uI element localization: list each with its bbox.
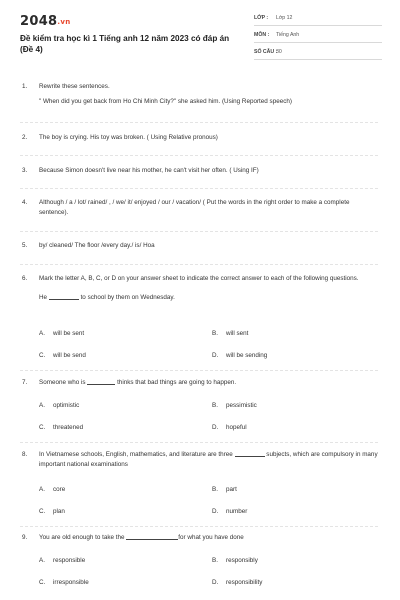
option-6b[interactable]: B. will sent	[212, 330, 249, 337]
option-9b[interactable]: B. responsibly	[212, 557, 258, 564]
answer-blank	[126, 533, 178, 540]
page-header	[20, 12, 382, 70]
option-7c[interactable]: C. threatened	[39, 424, 84, 431]
option-8b[interactable]: B. part	[212, 486, 237, 493]
divider	[20, 188, 378, 189]
page-title: Đề kiểm tra học kì 1 Tiếng anh 12 năm 2023 có đáp án (Đề 4)	[20, 34, 230, 54]
option-7a[interactable]: A. optimistic	[39, 402, 80, 409]
answer-blank	[235, 450, 265, 457]
divider	[20, 442, 378, 443]
answer-blank	[49, 293, 79, 300]
divider	[20, 122, 378, 123]
meta-question-count: SỐ CÂU : 30	[254, 46, 382, 60]
question-2: 2. The boy is crying. His toy was broken. ( Using Relative pronous)	[22, 134, 218, 141]
question-3: 3. Because Simon doesn't live near his mother, he can't visit her often. ( Using IF)	[22, 167, 259, 174]
divider	[20, 526, 378, 527]
question-1: 1. Rewrite these sentences. " When did you get back from Ho Chi Minh City?" she asked him. (Using Reported speech)	[22, 83, 292, 105]
option-6a[interactable]: A. will be sent	[39, 330, 85, 337]
divider	[20, 264, 378, 265]
question-8: 8. In Vietnamese schools, English, mathematics, and literature are three subjects, which are compulsory in many important national examinations	[22, 451, 378, 468]
divider	[20, 370, 378, 371]
question-9: 9. You are old enough to take the for what you have done	[22, 534, 244, 541]
answer-blank	[87, 378, 115, 385]
option-9a[interactable]: A. responsible	[39, 557, 86, 564]
divider	[20, 155, 378, 156]
question-6-stem: He to school by them on Wednesday.	[39, 294, 175, 301]
option-9c[interactable]: C. irresponsible	[39, 579, 89, 586]
option-6c[interactable]: C. will be send	[39, 352, 86, 359]
exam-meta	[254, 12, 382, 63]
question-7: 7. Someone who is thinks that bad things are going to happen.	[22, 379, 237, 386]
meta-subject: MÔN : Tiếng Anh	[254, 29, 382, 43]
question-6: 6. Mark the letter A, B, C, or D on your answer sheet to indicate the correct answer to each of the following questions. He to school by them on Wednesday.	[20, 274, 380, 303]
option-7d[interactable]: D. hopeful	[212, 424, 247, 431]
option-8d[interactable]: D. number	[212, 508, 248, 515]
divider	[20, 231, 378, 232]
option-8a[interactable]: A. core	[39, 486, 66, 493]
option-7b[interactable]: B. pessimistic	[212, 402, 257, 409]
option-6d[interactable]: D. will be sending	[212, 352, 268, 359]
question-5: 5. by/ cleaned/ The floor /every day./ is/ Hoa	[22, 242, 155, 249]
option-8c[interactable]: C. plan	[39, 508, 65, 515]
option-9d[interactable]: D. responsibility	[212, 579, 263, 586]
question-4: 4. Although / a / lot/ rained/ , / we/ it/ enjoyed / our / vacation/ ( Put the words in the right order to make a complete sentence).	[22, 199, 350, 216]
site-logo[interactable]: 2048.vn	[20, 14, 71, 29]
meta-class: LỚP : Lớp 12	[254, 12, 382, 26]
